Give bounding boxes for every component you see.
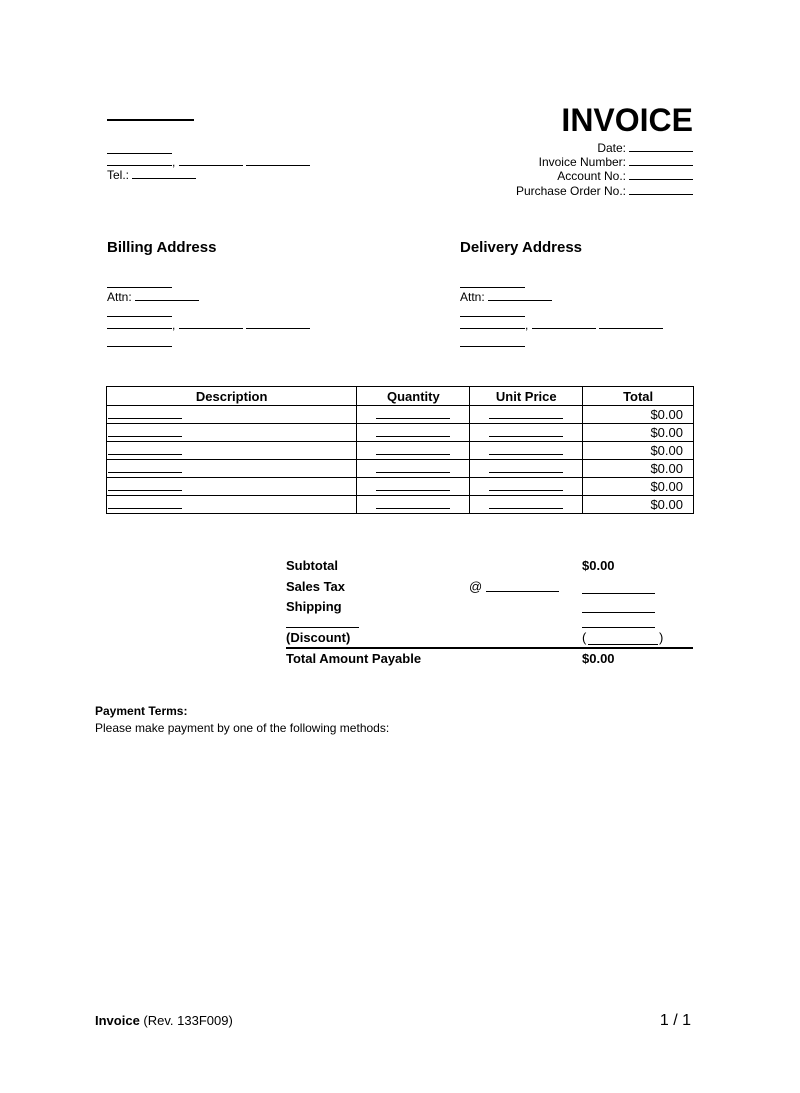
invoice-title: INVOICE <box>561 102 693 138</box>
total-divider <box>286 647 693 649</box>
billing-name-blank[interactable] <box>107 287 172 288</box>
table-row <box>107 496 694 514</box>
subtotal-label: Subtotal <box>286 558 338 573</box>
delivery-city-blank[interactable] <box>460 328 525 329</box>
table-row <box>107 442 694 460</box>
footer-doc-id <box>95 1013 233 1028</box>
delivery-zip-blank[interactable] <box>599 328 663 329</box>
date-row <box>597 141 693 155</box>
delivery-attn-row <box>460 290 552 304</box>
quantity-cell[interactable] <box>357 424 470 442</box>
tax-rate-blank[interactable] <box>486 591 559 592</box>
invoice-number-blank[interactable] <box>629 165 693 166</box>
quantity-cell[interactable] <box>357 406 470 424</box>
delivery-heading: Delivery Address <box>460 239 583 256</box>
payment-terms-heading: Payment Terms: <box>95 704 188 718</box>
delivery-name-blank[interactable] <box>460 287 525 288</box>
tel-label: Tel.: <box>107 168 130 182</box>
sales-tax-amount-blank[interactable] <box>582 593 655 594</box>
column-header-total: Total <box>583 387 694 406</box>
discount-label: (Discount) <box>286 630 351 645</box>
row-total-cell: $0.00 <box>583 478 694 496</box>
quantity-cell[interactable] <box>357 478 470 496</box>
payment-terms-text: Please make payment by one of the following methods: <box>95 721 390 735</box>
quantity-cell[interactable] <box>357 496 470 514</box>
unit-price-cell[interactable] <box>470 496 583 514</box>
description-cell[interactable] <box>107 496 357 514</box>
quantity-cell[interactable] <box>357 442 470 460</box>
total-label: Total Amount Payable <box>286 651 422 666</box>
sales-tax-label: Sales Tax <box>286 579 346 594</box>
description-cell[interactable] <box>107 424 357 442</box>
billing-city-state-zip: , <box>107 318 310 332</box>
shipping-label: Shipping <box>286 599 342 614</box>
billing-street-blank[interactable] <box>107 316 172 317</box>
table-row <box>107 460 694 478</box>
delivery-state-blank[interactable] <box>532 328 596 329</box>
page-number: 1 / 1 <box>659 1012 691 1029</box>
sender-city-state-zip: , <box>107 155 310 169</box>
discount-close-paren: ) <box>659 630 664 645</box>
company-name-blank[interactable] <box>107 119 194 121</box>
billing-country-blank[interactable] <box>107 346 172 347</box>
delivery-country-blank[interactable] <box>460 346 525 347</box>
table-row <box>107 424 694 442</box>
tel-blank[interactable] <box>132 178 196 179</box>
invoice-number-label: Invoice Number: <box>538 155 626 169</box>
row-total-cell: $0.00 <box>583 496 694 514</box>
at-symbol: @ <box>469 579 483 594</box>
po-no-blank[interactable] <box>629 194 693 195</box>
table-row <box>107 478 694 496</box>
unit-price-cell[interactable] <box>470 442 583 460</box>
date-blank[interactable] <box>629 151 693 152</box>
delivery-attn-blank[interactable] <box>488 300 552 301</box>
shipping-amount-blank[interactable] <box>582 612 655 613</box>
description-cell[interactable] <box>107 442 357 460</box>
delivery-street-blank[interactable] <box>460 316 525 317</box>
unit-price-cell[interactable] <box>470 424 583 442</box>
delivery-attn-label: Attn: <box>460 290 485 304</box>
billing-zip-blank[interactable] <box>246 328 310 329</box>
unit-price-cell[interactable] <box>470 478 583 496</box>
sender-city-blank[interactable] <box>107 165 172 166</box>
column-header-description: Description <box>107 387 357 406</box>
description-cell[interactable] <box>107 460 357 478</box>
column-header-unit-price: Unit Price <box>470 387 583 406</box>
billing-attn-blank[interactable] <box>135 300 199 301</box>
footer-doc-name: Invoice <box>95 1013 140 1028</box>
billing-attn-row <box>107 290 199 304</box>
line-items-table <box>106 386 694 514</box>
column-header-quantity: Quantity <box>357 387 470 406</box>
date-label: Date: <box>597 141 626 155</box>
po-no-row <box>516 184 693 198</box>
sender-street-blank[interactable] <box>107 153 172 154</box>
unit-price-cell[interactable] <box>470 460 583 478</box>
row-total-cell: $0.00 <box>583 442 694 460</box>
table-header-row <box>107 387 694 406</box>
sender-zip-blank[interactable] <box>246 165 310 166</box>
billing-state-blank[interactable] <box>179 328 243 329</box>
row-total-cell: $0.00 <box>583 406 694 424</box>
footer-revision: (Rev. 133F009) <box>143 1013 233 1028</box>
table-row <box>107 406 694 424</box>
description-cell[interactable] <box>107 478 357 496</box>
account-no-row <box>557 169 693 183</box>
sender-tel-row <box>107 168 196 182</box>
sender-state-blank[interactable] <box>179 165 243 166</box>
discount-amount-top-blank[interactable] <box>582 627 655 628</box>
delivery-city-state-zip: , <box>460 318 663 332</box>
account-no-blank[interactable] <box>629 179 693 180</box>
description-cell[interactable] <box>107 406 357 424</box>
billing-attn-label: Attn: <box>107 290 132 304</box>
subtotal-value: $0.00 <box>582 558 615 573</box>
discount-open-paren: ( <box>582 630 587 645</box>
discount-description-blank[interactable] <box>286 627 359 628</box>
po-no-label: Purchase Order No.: <box>515 184 626 198</box>
row-total-cell: $0.00 <box>583 424 694 442</box>
invoice-number-row <box>539 155 693 169</box>
total-value: $0.00 <box>582 651 615 666</box>
row-total-cell: $0.00 <box>583 460 694 478</box>
billing-heading: Billing Address <box>107 239 217 256</box>
account-no-label: Account No.: <box>557 169 626 183</box>
unit-price-cell[interactable] <box>470 406 583 424</box>
billing-city-blank[interactable] <box>107 328 172 329</box>
discount-amount-blank[interactable] <box>588 644 658 645</box>
quantity-cell[interactable] <box>357 460 470 478</box>
